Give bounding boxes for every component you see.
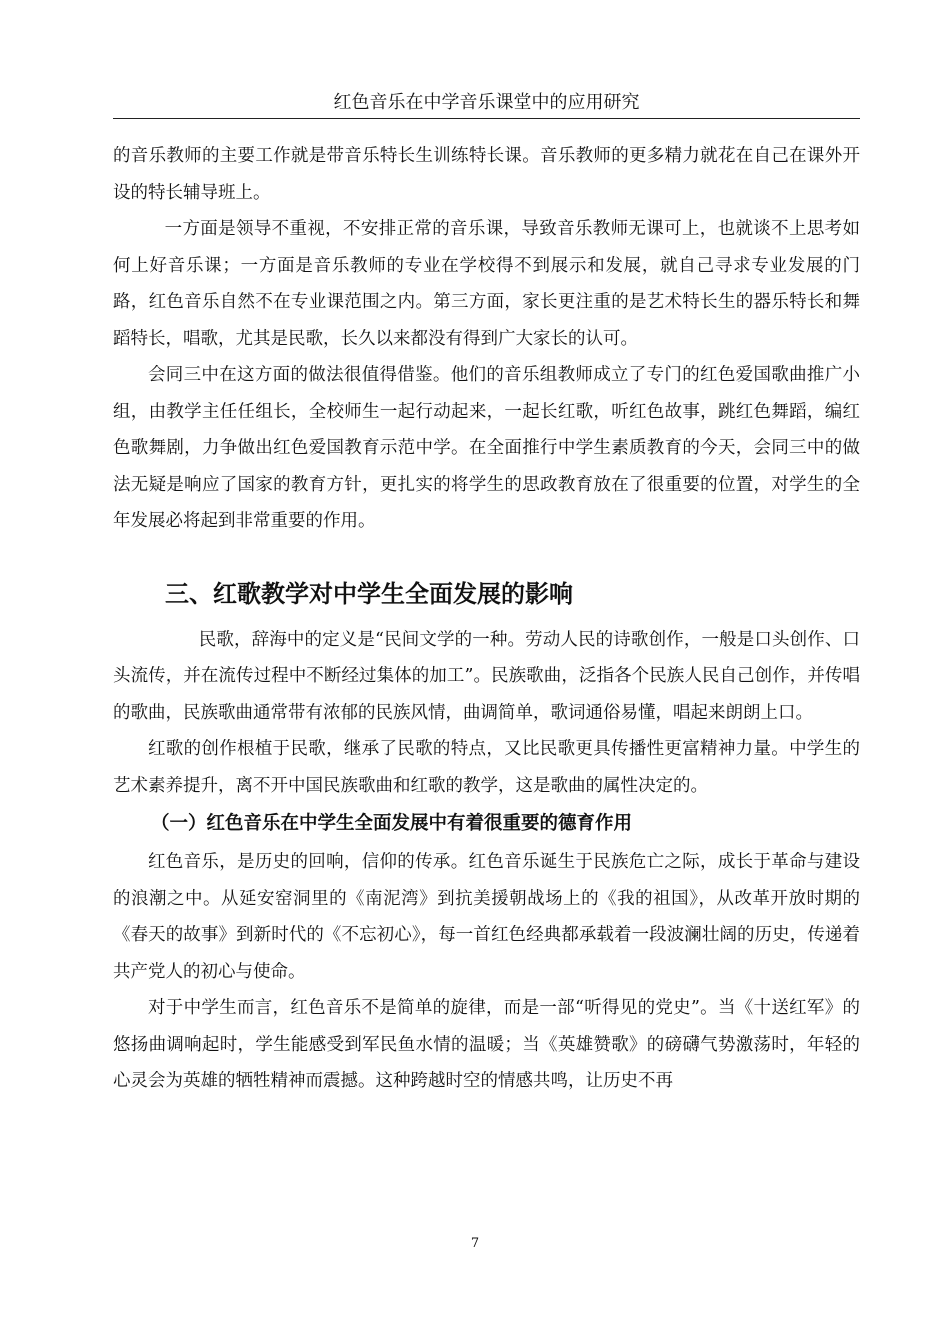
- subsection-heading: （一）红色音乐在中学生全面发展中有着很重要的德育作用: [151, 813, 633, 834]
- document-body: [113, 138, 860, 1100]
- paragraph-3: 会同三中在这方面的做法很值得借鉴。他们的音乐组教师成立了专门的红色爱国歌曲推广小组，由教学主任任组长，全校师生一起行动起来，一起长红歌，听红色故事，跳红色舞蹈，编红色歌舞剧，力争做出红色爱国教育示范中学。在全面推行中学生素质教育的今天，会同三中的做法无疑是响应了国家的教育方针，更扎实的将学生的思政教育放在了很重要的位置，对学生的全年发展必将起到非常重要的作用。: [113, 365, 860, 531]
- paragraph-5: 红歌的创作根植于民歌，继承了民歌的特点，又比民歌更具传播性更富精神力量。中学生的艺术素养提升，离不开中国民族歌曲和红歌的教学，这是歌曲的属性决定的。: [113, 739, 860, 796]
- paragraph-1: 的音乐教师的主要工作就是带音乐特长生训练特长课。音乐教师的更多精力就花在自己在课外开设的特长辅导班上。: [113, 146, 860, 203]
- running-header: 红色音乐在中学音乐课堂中的应用研究: [333, 92, 640, 113]
- paragraph-2: 一方面是领导不重视，不安排正常的音乐课，导致音乐教师无课可上，也就谈不上思考如何上好音乐课；一方面是音乐教师的专业在学校得不到展示和发展，就自己寻求专业发展的门路，红色音乐自然不在专业课范围之内。第三方面，家长更注重的是艺术特长生的器乐特长和舞蹈特长，唱歌，尤其是民歌，长久以来都没有得到广大家长的认可。: [113, 219, 860, 349]
- page-number: 7: [470, 1236, 480, 1251]
- paragraph-7: 对于中学生而言，红色音乐不是简单的旋律，而是一部“听得见的党史”。当《十送红军》的悠扬曲调响起时，学生能感受到军民鱼水情的温暖；当《英雄赞歌》的磅礴气势激荡时，年轻的心灵会为英雄的牺牲精神而震撼。这种跨越时空的情感共鸣，让历史不再: [113, 998, 860, 1091]
- section-spacer: [113, 540, 860, 574]
- paragraph-6: 红色音乐，是历史的回响，信仰的传承。红色音乐诞生于民族危亡之际，成长于革命与建设的浪潮之中。从延安窑洞里的《南泥湾》到抗美援朝战场上的《我的祖国》，从改革开放时期的《春天的故事》到新时代的《不忘初心》，每一首红色经典都承载着一段波澜壮阔的历史，传递着共产党人的初心与使命。: [113, 852, 860, 982]
- section-spacer-2: [113, 614, 860, 622]
- header-rule: [113, 118, 860, 119]
- paragraph-4: 民歌，辞海中的定义是“民间文学的一种。劳动人民的诗歌创作，一般是口头创作、口头流传，并在流传过程中不断经过集体的加工”。民族歌曲，泛指各个民族人民自己创作，并传唱的歌曲，民族歌曲通常带有浓郁的民族风情，曲调简单，歌词通俗易懂，唱起来朗朗上口。: [113, 629, 860, 723]
- section-heading: 三、红歌教学对中学生全面发展的影响: [165, 579, 573, 608]
